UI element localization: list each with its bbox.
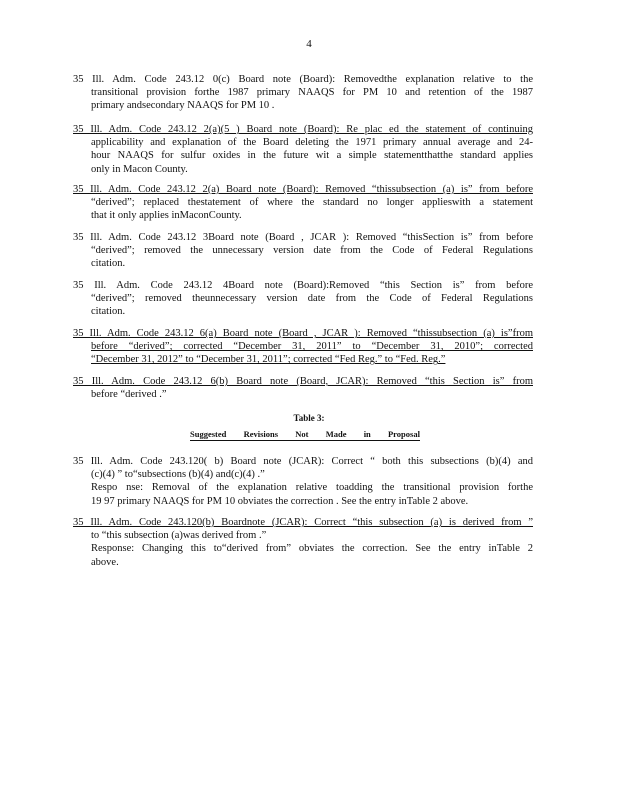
entry-line: citation. (91, 258, 126, 270)
table-subtitle-word: Not (295, 429, 309, 439)
table-entry-1 (73, 455, 533, 508)
response-line: Response: Changing this to“derived from” obviates the correction. See the entry inTable 2 (91, 543, 533, 555)
table-subtitle-word: in (363, 429, 371, 439)
entry-line: “derived”; removed the unnecessary version date from the Code of Federal Regulations (91, 245, 533, 257)
entry-line: 35 Ill. Adm. Code 243.12 0(c) Board note (Board): Removedthe explanation relative to the (73, 74, 533, 85)
table-title: Table 3: (293, 413, 325, 423)
revision-entry-5 (73, 279, 533, 319)
table-subtitle-word: Suggested (190, 429, 227, 439)
entry-line: “December 31, 2012” to “December 31, 2011”; corrected “Fed Reg.” to “Fed. Reg.” (91, 354, 446, 366)
entry-line: before “derived”; corrected “December 31, 2011” to “December 31, 2010”; corrected (91, 341, 533, 353)
entry-line: before “derived .” (91, 389, 167, 401)
entry-line: only in Macon County. (91, 163, 188, 175)
revision-entry-6 (73, 327, 533, 367)
entry-line: applicability and explanation of the Board deleting the 1971 primary annual average and 24- (91, 137, 533, 149)
entry-line: “derived”; removed theunnecessary version date from the Code of Federal Regulations (91, 293, 533, 305)
table-entry-2 (73, 516, 533, 569)
table-subtitle-word: Revisions (243, 429, 279, 439)
revision-entry-1 (73, 73, 533, 113)
response-line: Respo nse: Removal of the explanation relative toadding the transitional provision forthe (91, 482, 533, 494)
table-subtitle-word: Made (325, 429, 347, 439)
entry-line: 35 Ill. Adm. Code 243.12 3Board note (Board , JCAR ): Removed “thisSection is” from before (73, 232, 533, 243)
entry-line: 35 Ill. Adm. Code 243.12 6(a) Board note (Board , JCAR ): Removed “thissubsection (a) is”from (73, 328, 533, 339)
entry-line: 35 Ill. Adm. Code 243.120(b) Boardnote (JCAR): Correct “this subsection (a) is derived from ” (73, 517, 533, 528)
entry-line: (c)(4) ” to“subsections (b)(4) and(c)(4) .” (91, 469, 265, 481)
page-number: 4 (306, 38, 312, 50)
entry-line: hour NAAQS for sulfur oxides in the future wit a simple statementthatthe standard applies (91, 150, 533, 162)
revision-entry-2 (73, 123, 533, 176)
table-subtitle (190, 429, 420, 441)
entry-line: 35 Ill. Adm. Code 243.120( b) Board note (JCAR): Correct “ both this subsections (b)(4) and (73, 456, 533, 467)
response-line: 19 97 primary NAAQS for PM 10 obviates the correction . See the entry inTable 2 above. (91, 495, 469, 507)
entry-line: that it only applies inMaconCounty. (91, 210, 242, 222)
table-subtitle-word: Proposal (387, 429, 420, 439)
revision-entry-4 (73, 231, 533, 271)
entry-line: 35 Ill. Adm. Code 243.12 2(a)(5 ) Board note (Board): Re plac ed the statement of continuing (73, 124, 533, 135)
entry-line: to “this subsection (a)was derived from .” (91, 530, 267, 542)
entry-line: primary andsecondary NAAQS for PM 10 . (91, 100, 275, 112)
response-line: above. (91, 556, 119, 568)
entry-line: citation. (91, 306, 126, 318)
entry-line: “derived”; replaced thestatement of where the standard no longer applieswith a statement (91, 197, 533, 209)
entry-line: 35 Ill. Adm. Code 243.12 2(a) Board note (Board): Removed “thissubsection (a) is” from before (73, 184, 533, 195)
revision-entry-3 (73, 183, 533, 223)
entry-line: transitional provision forthe 1987 primary NAAQS for PM 10 and retention of the 1987 (91, 87, 533, 99)
revision-entry-7 (73, 375, 533, 401)
entry-line: 35 Ill. Adm. Code 243.12 6(b) Board note (Board, JCAR): Removed “this Section is” from (73, 376, 533, 387)
entry-line: 35 Ill. Adm. Code 243.12 4Board note (Board):Removed “this Section is” from before (73, 280, 533, 291)
